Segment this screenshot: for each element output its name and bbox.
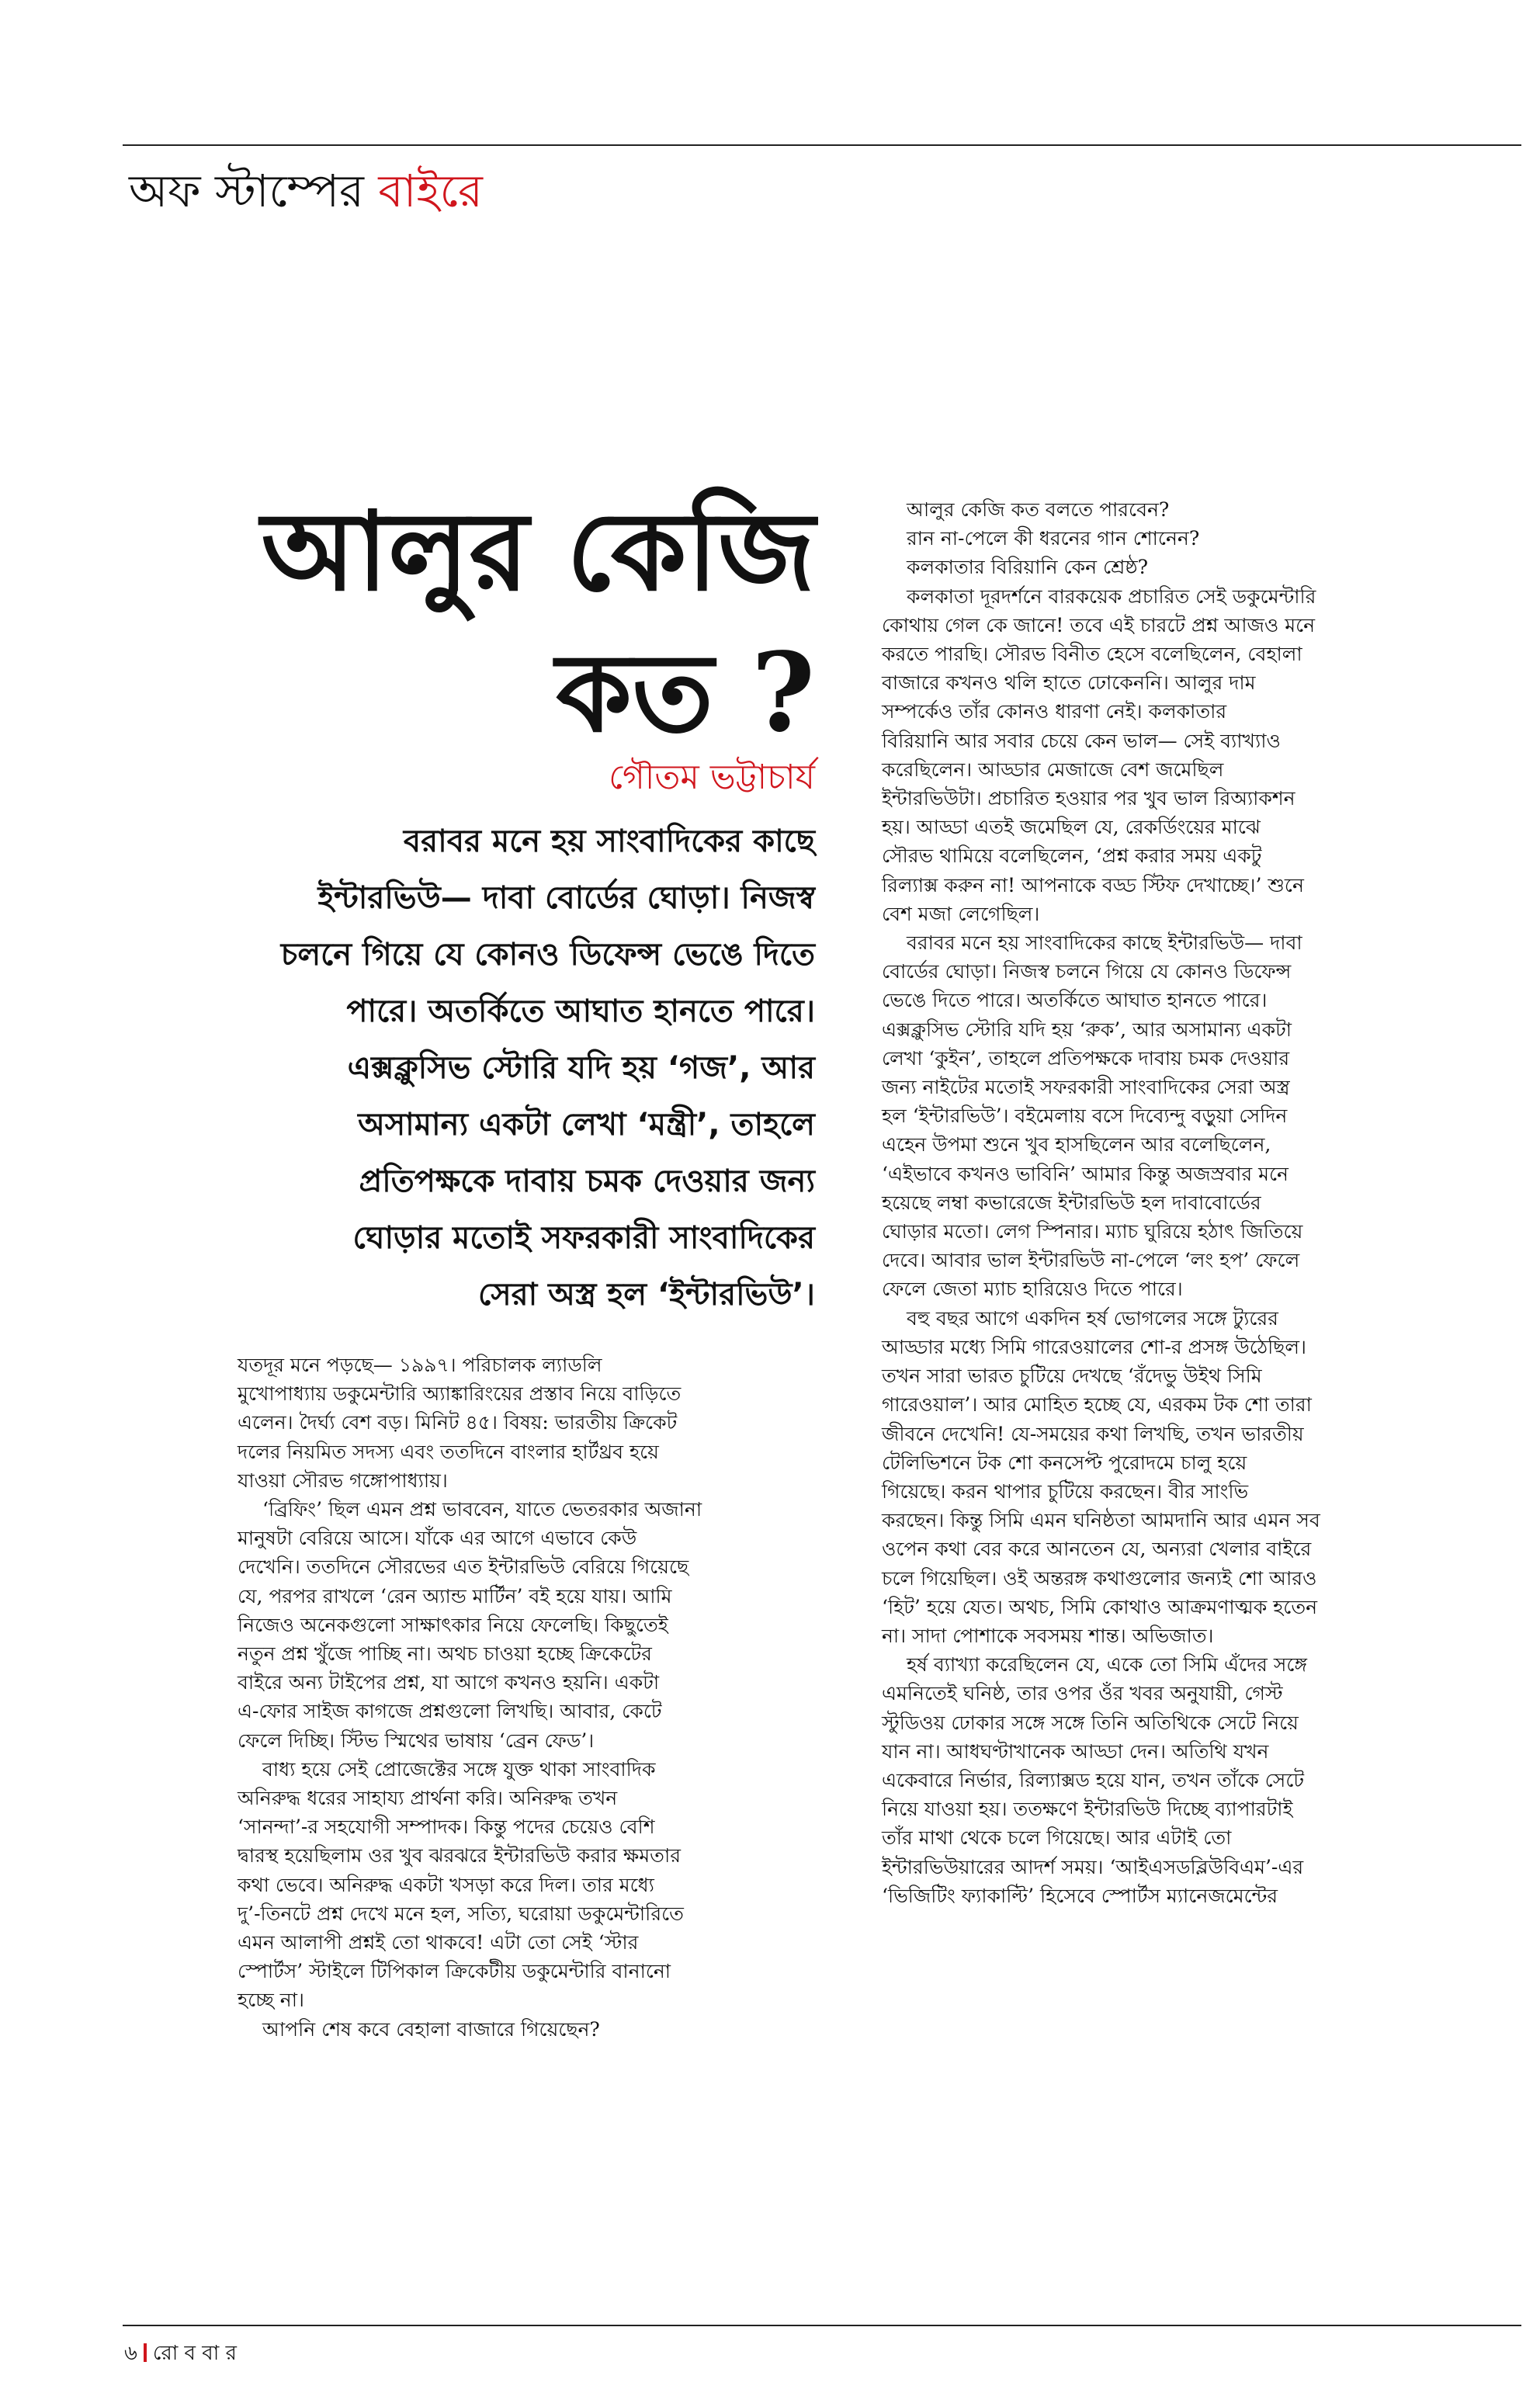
intro-line: ঘোড়ার মতোই সফরকারী সাংবাদিকের	[352, 1220, 815, 1256]
body-line: কথা ভেবে। অনিরুদ্ধ একটা খসড়া করে দিল। তার মধ্যে	[238, 1873, 654, 1896]
body-line: চলে গিয়েছিল। ওই অন্তরঙ্গ কথাগুলোর জন্যই শো আরও	[882, 1566, 1317, 1590]
intro-line: সেরা অস্ত্র হল ‘ইন্টারভিউ’।	[478, 1277, 815, 1313]
intro-line: চলনে গিয়ে যে কোনও ডিফেন্স ভেঙে দিতে	[280, 937, 815, 973]
section-title-red: বাইরে	[378, 165, 483, 217]
body-line: জন্য নাইটের মতোই সফরকারী সাংবাদিকের সেরা অস্ত্র	[882, 1076, 1290, 1099]
body-line: করছেন। কিন্তু সিমি এমন ঘনিষ্ঠতা আমদানি আর এমন সব	[882, 1509, 1320, 1532]
body-line: মানুষটা বেরিয়ে আসে। যাঁকে এর আগে এভাবে কেউ	[238, 1527, 637, 1550]
body-line: ‘ব্রিফিং’ ছিল এমন প্রশ্ন ভাববেন, যাতে ভেতরকার অজানা	[262, 1498, 702, 1521]
body-line: হয়। আড্ডা এতই জমেছিল যে, রেকর্ডিংয়ের মাঝে	[882, 816, 1261, 839]
body-line: হর্ষ ব্যাখ্যা করেছিলেন যে, একে তো সিমি এঁদের সঙ্গে	[907, 1653, 1307, 1677]
body-line: সৌরভ থামিয়ে বলেছিলেন, ‘প্রশ্ন করার সময় একটু	[882, 844, 1262, 868]
body-line: কলকাতা দূরদর্শনে বারকয়েক প্রচারিত সেই ডকুমেন্টারি	[907, 584, 1316, 608]
body-line: যাওয়া সৌরভ গঙ্গোপাধ্যায়।	[238, 1469, 448, 1492]
body-line: সম্পর্কেও তাঁর কোনও ধারণা নেই। কলকাতার	[882, 700, 1227, 723]
body-line: কোথায় গেল কে জানে! তবে এই চারটে প্রশ্ন আজও মনে	[882, 613, 1316, 636]
body-line: হচ্ছে না।	[238, 1989, 304, 2012]
body-line: দু’-তিনটে প্রশ্ন দেখে মনে হল, সত্যি, ঘরোয়া ডকুমেন্টারিতে	[238, 1902, 684, 1925]
body-line: বাজারে কখনও থলি হাতে ঢোকেননি। আলুর দাম	[882, 671, 1256, 695]
body-line: এক্সক্লুসিভ স্টোরি যদি হয় ‘রুক’, আর অসামান্য একটা	[882, 1018, 1292, 1041]
body-line: ‘হিট’ হয়ে যেত। অথচ, সিমি কোথাও আক্রমণাত্মক হতেন	[882, 1595, 1318, 1618]
body-line: গিয়েছে। করন থাপার চুটিয়ে করছেন। বীর সাংভি	[882, 1479, 1249, 1503]
top-rule	[123, 144, 1521, 146]
body-line: রিল্যাক্স করুন না! আপনাকে বড্ড স্টিফ দেখাচ্ছে।’ শুনে	[882, 873, 1304, 897]
body-line: ‘এইভাবে কখনও ভাবিনি’ আমার কিন্তু অজস্রবার মনে	[882, 1162, 1289, 1185]
headline	[194, 481, 815, 764]
body-line: গারেওয়াল’। আর মোহিত হচ্ছে যে, এরকম টক শো তারা	[882, 1393, 1312, 1417]
footer-divider	[144, 2343, 147, 2362]
body-line: নিজেও অনেকগুলো সাক্ষাৎকার নিয়ে ফেলেছি। কিছুতেই	[238, 1613, 668, 1636]
body-line: ফেলে দিচ্ছি। স্টিভ স্মিথের ভাষায় ‘ব্রেন ফেড’।	[238, 1729, 595, 1752]
intro-line: প্রতিপক্ষকে দাবায় চমক দেওয়ার জন্য	[359, 1164, 815, 1199]
body-line: মুখোপাধ্যায় ডকুমেন্টারি অ্যাঙ্কারিংয়ের প্রস্তাব নিয়ে বাড়িতে	[238, 1382, 682, 1406]
body-line: নতুন প্রশ্ন খুঁজে পাচ্ছি না। অথচ চাওয়া হচ্ছে ক্রিকেটের	[238, 1642, 652, 1666]
body-line: দেবে। আবার ভাল ইন্টারভিউ না-পেলে ‘লং হপ’ ফেলে	[882, 1249, 1300, 1272]
body-line: স্পোর্টস’ স্টাইলে টিপিকাল ক্রিকেটীয় ডকুমেন্টারি বানানো	[238, 1960, 671, 1983]
body-line: দেখেনি। ততদিনে সৌরভের এত ইন্টারভিউ বেরিয়ে গিয়েছে	[238, 1555, 689, 1579]
intro-paragraph	[177, 813, 815, 1323]
body-line: বিরিয়ানি আর সবার চেয়ে কেন ভাল— সেই ব্যাখ্যাও	[882, 729, 1281, 752]
body-line: না। সাদা পোশাকে সবসময় শান্ত। অভিজাত।	[882, 1624, 1214, 1647]
intro-line: অসামান্য একটা লেখা ‘মন্ত্রী’, তাহলে	[358, 1107, 815, 1143]
body-line: হয়েছে লম্বা কভারেজে ইন্টারভিউ হল দাবাবোর্ডের	[882, 1191, 1261, 1214]
body-line: টেলিভিশনে টক শো কনসেপ্ট পুরোদমে চালু হয়ে	[882, 1451, 1247, 1474]
body-line: এমনিতেই ঘনিষ্ঠ, তার ওপর ওঁর খবর অনুযায়ী, গেস্ট	[882, 1682, 1283, 1705]
body-line: তখন সারা ভারত চুটিয়ে দেখছে ‘রঁদেভু উইথ সিমি	[882, 1365, 1262, 1388]
body-line: ঘোড়ার মতো। লেগ স্পিনার। ম্যাচ ঘুরিয়ে হঠাৎ জিতিয়ে	[882, 1220, 1303, 1243]
body-line: দ্বারস্থ হয়েছিলাম ওর খুব ঝরঝরে ইন্টারভিউ করার ক্ষমতার	[238, 1844, 681, 1868]
body-line: লেখা ‘কুইন’, তাহলে প্রতিপক্ষকে দাবায় চমক দেওয়ার	[882, 1046, 1290, 1070]
body-line: বাইরে অন্য টাইপের প্রশ্ন, যা আগে কখনও হয়নি। একটা	[238, 1671, 660, 1694]
intro-line: পারে। অতর্কিতে আঘাত হানতে পারে।	[346, 994, 815, 1029]
page-footer	[124, 2338, 237, 2369]
section-title	[129, 160, 483, 222]
body-line: স্টুডিওয় ঢোকার সঙ্গে সঙ্গে তিনি অতিথিকে সেটে নিয়ে	[882, 1711, 1299, 1734]
body-line: ওপেন কথা বের করে আনতেন যে, অন্যরা খেলার বাইরে	[882, 1538, 1312, 1561]
magazine-name: রো ব বা র	[152, 2342, 237, 2365]
headline-line-2: কত ?	[556, 629, 815, 757]
body-line: এহেন উপমা শুনে খুব হাসছিলেন আর বলেছিলেন,	[882, 1133, 1271, 1157]
body-line: আড্ডার মধ্যে সিমি গারেওয়ালের শো-র প্রসঙ্গ উঠেছিল।	[882, 1335, 1306, 1358]
body-line: ‘ভিজিটিং ফ্যাকাল্টি’ হিসেবে স্পোর্টস ম্যানেজমেন্টের	[882, 1884, 1278, 1907]
body-line: যান না। আধঘণ্টাখানেক আড্ডা দেন। অতিথি যখন	[882, 1739, 1269, 1763]
body-line: আপনি শেষ কবে বেহালা বাজারে গিয়েছেন?	[262, 2017, 600, 2041]
body-line: বেশ মজা লেগেছিল।	[882, 902, 1040, 925]
body-line: বাধ্য হয়ে সেই প্রোজেক্টের সঙ্গে যুক্ত থাকা সাংবাদিক	[262, 1757, 656, 1781]
body-line: যে, পরপর রাখলে ‘রেন অ্যান্ড মার্টিন’ বই হয়ে যায়। আমি	[238, 1584, 672, 1607]
body-line: হল ‘ইন্টারভিউ’। বইমেলায় বসে দিব্যেন্দু বড়ুয়া সেদিন	[882, 1105, 1288, 1128]
body-line: অনিরুদ্ধ ধরের সাহায্য প্রার্থনা করি। অনিরুদ্ধ তখন	[238, 1787, 618, 1810]
body-line: ‘সানন্দা’-র সহযোগী সম্পাদক। কিন্তু পদের চেয়েও বেশি	[238, 1816, 655, 1839]
headline-line-1: আলুর কেজি	[261, 488, 815, 616]
body-line: নিয়ে যাওয়া হয়। ততক্ষণে ইন্টারভিউ দিচ্ছে ব্যাপারটাই	[882, 1798, 1293, 1821]
body-column-left	[238, 1351, 815, 2044]
body-line: ইন্টারভিউটা। প্রচারিত হওয়ার পর খুব ভাল রিঅ্যাকশন	[882, 787, 1295, 810]
page-number: ৬	[124, 2342, 137, 2365]
body-line: রান না-পেলে কী ধরনের গান শোনেন?	[907, 527, 1200, 550]
body-line: এলেন। দৈর্ঘ্য বেশ বড়। মিনিট ৪৫। বিষয়: ভারতীয় ক্রিকেট	[238, 1411, 678, 1434]
section-title-black: অফ স্টাম্পের	[129, 165, 379, 217]
intro-line: এক্সক্লুসিভ স্টোরি যদি হয় ‘গজ’, আর	[347, 1050, 815, 1086]
body-line: তাঁর মাথা থেকে চলে গিয়েছে। আর এটাই তো	[882, 1826, 1232, 1850]
body-line: বহু বছর আগে একদিন হর্ষ ভোগলের সঙ্গে ট্যুরের	[907, 1306, 1278, 1330]
body-line: কলকাতার বিরিয়ানি কেন শ্রেষ্ঠ?	[907, 556, 1149, 579]
author-byline: গৌতম ভট্টাচার্য	[609, 758, 815, 797]
body-line: করেছিলেন। আড্ডার মেজাজে বেশ জমেছিল	[882, 758, 1224, 781]
bottom-rule	[123, 2325, 1521, 2326]
body-line: করতে পারছি। সৌরভ বিনীত হেসে বলেছিলেন, বেহালা	[882, 643, 1302, 666]
body-line: যতদূর মনে পড়ছে— ১৯৯৭। পরিচালক ল্যাডলি	[238, 1354, 602, 1376]
body-line: জীবনে দেখেনি! যে-সময়ের কথা লিখছি, তখন ভারতীয়	[882, 1422, 1304, 1445]
body-line: ভেঙে দিতে পারে। অতর্কিতে আঘাত হানতে পারে।	[882, 989, 1268, 1012]
body-line: একেবারে নির্ভার, রিল্যাক্সড হয়ে যান, তখন তাঁকে সেটে	[882, 1768, 1304, 1791]
body-line: ফেলে জেতা ম্যাচ হারিয়েও দিতে পারে।	[882, 1278, 1183, 1301]
body-line: এ-ফোর সাইজ কাগজে প্রশ্নগুলো লিখছি। আবার, কেটে	[238, 1700, 662, 1723]
body-column-right	[882, 495, 1462, 1910]
body-line: দলের নিয়মিত সদস্য এবং ততদিনে বাংলার হার্টথ্রব হয়ে	[238, 1440, 659, 1463]
intro-line: বরাবর মনে হয় সাংবাদিকের কাছে	[403, 824, 815, 859]
body-line: বরাবর মনে হয় সাংবাদিকের কাছে ইন্টারভিউ— দাবা	[907, 931, 1302, 955]
intro-line: ইন্টারভিউ— দাবা বোর্ডের ঘোড়া। নিজস্ব	[317, 880, 815, 916]
body-line: বোর্ডের ঘোড়া। নিজস্ব চলনে গিয়ে যে কোনও ডিফেন্স	[882, 960, 1292, 983]
body-line: এমন আলাপী প্রশ্নই তো থাকবে! এটা তো সেই ‘স্টার	[238, 1931, 639, 1954]
body-line: আলুর কেজি কত বলতে পারবেন?	[907, 498, 1170, 521]
body-line: ইন্টারভিউয়ারের আদর্শ সময়। ‘আইএসডব্লিউবিএম’-এর	[882, 1855, 1304, 1878]
